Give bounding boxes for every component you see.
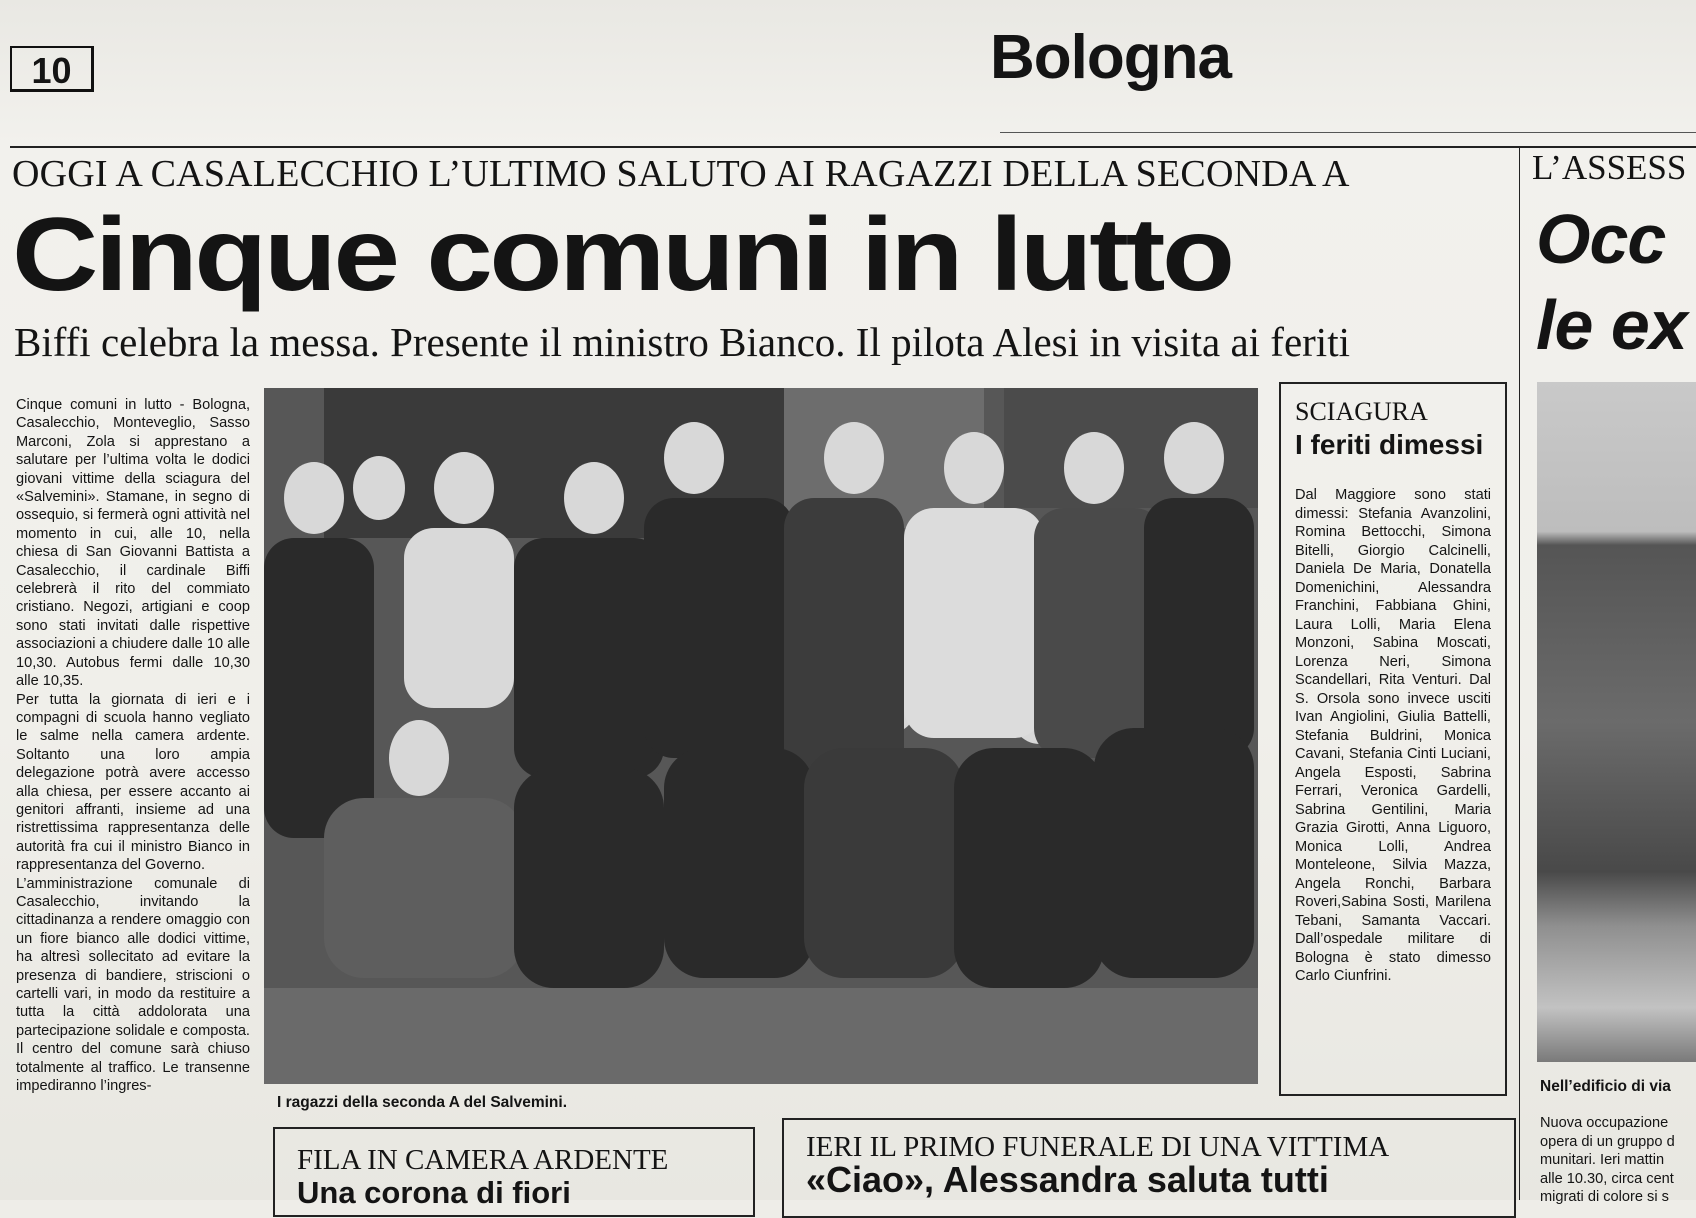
right-text-line: Nuova occupazione: [1540, 1115, 1669, 1131]
page-number: 10: [10, 46, 94, 92]
article-top-rule: [10, 146, 1696, 148]
bottom-left-article: [273, 1127, 755, 1217]
section-title: Bologna: [990, 23, 1231, 92]
right-article-text: [1540, 1114, 1696, 1207]
header-rule: [1000, 132, 1696, 133]
right-headline-line: le ex: [1536, 286, 1687, 364]
group-photo-illustration: [264, 388, 1258, 1084]
right-text-line: migrati di colore si s: [1540, 1189, 1669, 1205]
column-divider: [1519, 146, 1520, 1200]
article-body: [16, 396, 250, 1095]
sidebar-kicker: SCIAGURA: [1295, 397, 1428, 426]
right-article-kicker: L’ASSESS: [1532, 148, 1687, 187]
right-text-line: munitari. Ieri mattin: [1540, 1152, 1665, 1168]
right-photo-caption: Nell’edificio di via: [1540, 1078, 1671, 1095]
article-subhead: Biffi celebra la messa. Presente il ministro Bianco. Il pilota Alesi in visita ai feriti: [14, 319, 1350, 365]
bottom-right-article: [782, 1118, 1516, 1218]
article-paragraph: Per tutta la giornata di ieri e i compagni di scuola hanno vegliato le salme nella camera ardente. Soltanto una loro ampia delegazione potrà avere accesso alla chiesa, per essere accanto ai genitori affranti, insieme ad una ristrettissima rappresentanza delle autorità fra cui il ministro Bianco in rappresentanza del Governo.: [16, 691, 250, 874]
right-headline-line: Occ: [1536, 200, 1666, 278]
sidebar-title: I feriti dimessi: [1295, 429, 1484, 460]
right-text-line: opera di un gruppo d: [1540, 1133, 1675, 1150]
bottom-right-title: «Ciao», Alessandra saluta tutti: [806, 1159, 1329, 1200]
article-kicker: OGGI A CASALECCHIO L’ULTIMO SALUTO AI RAGAZZI DELLA SECONDA A: [12, 153, 1350, 195]
right-article-photo: [1537, 382, 1696, 1062]
sidebar-text: Dal Maggiore sono stati dimessi: Stefania Avanzolini, Romina Bettocchi, Simona Bitelli, Giorgio Calcinelli, Daniela De Maria, Donatella Domenichini, Alessandra Franchini, Fabbiana Ghini, Laura Lolli, Maria Elena Monzoni, Sabina Moscati, Lorenza Neri, Simona Scandellari, Rita Venturi. Dal S. Orsola sono invece usciti Ivan Angiolini, Giulia Battelli, Stefania Buldrini, Monica Cavani, Stefania Cinti Luciani, Angela Esposti, Sabrina Ferrari, Veronica Gardelli, Sabrina Gentilini, Maria Grazia Girotti, Anna Liguoro, Monica Lolli, Andrea Monteleone, Silvia Mazza, Angela Ronchi, Barbara Roveri,Sabina Sosti, Marilena Tebani, Samanta Vaccari. Dall’ospedale militare di Bologna è stato dimesso Carlo Ciunfrini.: [1295, 487, 1491, 984]
right-article-headline: [1536, 196, 1687, 368]
bottom-left-kicker: FILA IN CAMERA ARDENTE: [297, 1144, 669, 1176]
article-paragraph: L’amministrazione comunale di Casalecchio, invitando la cittadinanza a rendere omaggio con un fiore bianco alle dodici vittime, ha altresì sollecitato ad evitare la presenza di bandiere, striscioni o cartelli vari, in modo da restituire a tutta la città addolorata una partecipazione solidale e composta. Il centro del comune sarà chiuso totalmente al traffico. Le transenne impediranno l’ingres-: [16, 875, 250, 1095]
right-text-line: alle 10.30, circa cent: [1540, 1170, 1674, 1187]
article-paragraph: Cinque comuni in lutto - Bologna, Casalecchio, Monteveglio, Sasso Marconi, Zola si apprestano a salutare per l’ultima volta le dodici giovani vittime della sciagura del «Salvemini». Stamane, in segno di ossequio, si fermerà ogni attività nel momento in cui, alle 10, nella chiesa di San Giovanni Battista a Casalecchio, il cardinale Biffi celebrerà il rito del commiato cristiano. Negozi, artigiani e coop sono stati invitati dalle rispettive associazioni a chiudere dalle 10 alle 10,30. Autobus fermi dalle 10,30 alle 10,35.: [16, 397, 250, 690]
article-headline: Cinque comuni in lutto: [12, 197, 1232, 313]
sidebar-box: [1279, 382, 1507, 1096]
class-group-photo: [264, 388, 1258, 1084]
bottom-left-title: Una corona di fiori: [297, 1175, 571, 1210]
photo-caption: I ragazzi della seconda A del Salvemini.: [277, 1094, 568, 1111]
bottom-right-kicker: IERI IL PRIMO FUNERALE DI UNA VITTIMA: [806, 1131, 1390, 1163]
